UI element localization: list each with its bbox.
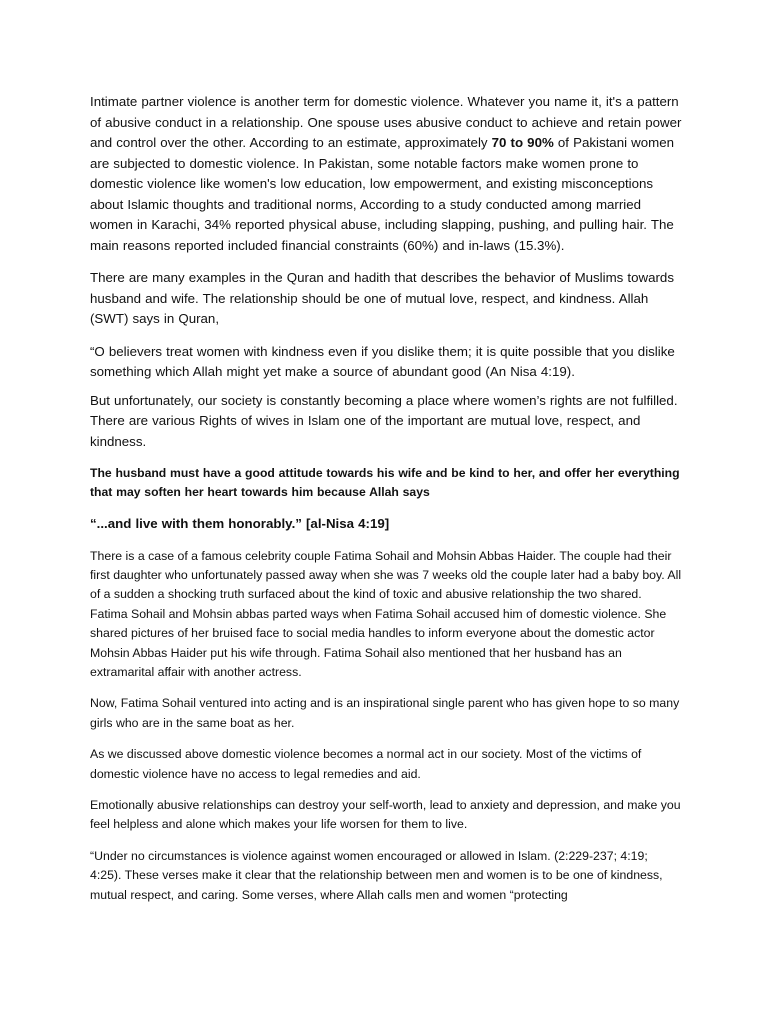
paragraph-celebrity-case: There is a case of a famous celebrity couple Fatima Sohail and Mohsin Abbas Haider. The couple had their first daughter who unfortunately passed away when she was 7 weeks old the couple later had a baby boy. All of a sudden a shocking truth surfaced about the kind of toxic and abusive relationship the two shared. Fatima Sohail and Mohsin abbas parted ways when Fatima Sohail accused him of domestic violence. She shared pictures of her bruised face to social media handles to inform everyone about the domestic actor Mohsin Abbas Haider put his wife through. Fatima Sohail also mentioned that her husband has an extramarital affair with another actress. <box>90 548 682 679</box>
paragraph-normal-act: As we discussed above domestic violence becomes a normal act in our society. Most of the victims of domestic violence have no access to legal remedies and aid. <box>90 747 642 781</box>
paragraph-fatima-acting: Now, Fatima Sohail ventured into acting and is an inspirational single parent who has given hope to so many girls who are in the same boat as her. <box>90 696 680 730</box>
paragraph-quran-examples: There are many examples in the Quran and hadith that describes the behavior of Muslims towards husband and wife. The relationship should be one of mutual love, respect, and kindness. Allah (SWT) says in Quran, <box>90 270 674 326</box>
paragraph-islam-violence: “Under no circumstances is violence against women encouraged or allowed in Islam. (2:229-237; 4:19; 4:25). These verses make it clear that the relationship between men and women is to be one of kindness, mutual respect, and caring. Some verses, where Allah calls men and women “protecting <box>90 848 663 902</box>
intro-text-start: Intimate partner violence is another term for domestic violence. Whatever you name it, it's a pattern of abusive conduct in a relationship. One spouse uses abusive conduct to achieve and retain power and control over the other. According to an estimate, approximately <box>90 94 682 150</box>
intro-text-end: of Pakistani women are subjected to domestic violence. In Pakistan, some notable factors make women prone to domestic violence like women's low education, low empowerment, and existing misconceptions about Islamic thoughts and traditional norms, According to a study conducted among married women in Karachi, 34% reported physical abuse, including slapping, pushing, and pulling hair. The main reasons reported included financial constraints (60%) and in-laws (15.3%). <box>90 135 675 253</box>
paragraph-quran-quote: “O believers treat women with kindness even if you dislike them; it is quite possible that you dislike something which Allah might yet make a source of abundant good (An Nisa 4:19). <box>90 343 675 379</box>
paragraph-emotional-abuse: Emotionally abusive relationships can destroy your self-worth, lead to anxiety and depression, and make you feel helpless and alone which makes your life worsen for them to live. <box>90 797 681 832</box>
statistic-bold: 70 to 90% <box>491 135 554 150</box>
paragraph-nisa-quote: “...and live with them honorably.” [al-Nisa 4:19] <box>90 516 390 531</box>
paragraph-husband-attitude: The husband must have a good attitude towards his wife and be kind to her, and offer her everything that may soften her heart towards him because Allah says <box>90 466 680 499</box>
paragraph-society: But unfortunately, our society is constantly becoming a place where women’s rights are not fulfilled. There are various Rights of wives in Islam one of the important are mutual love, respect, and kindness. <box>90 392 678 449</box>
paragraph-intro <box>90 92 682 256</box>
